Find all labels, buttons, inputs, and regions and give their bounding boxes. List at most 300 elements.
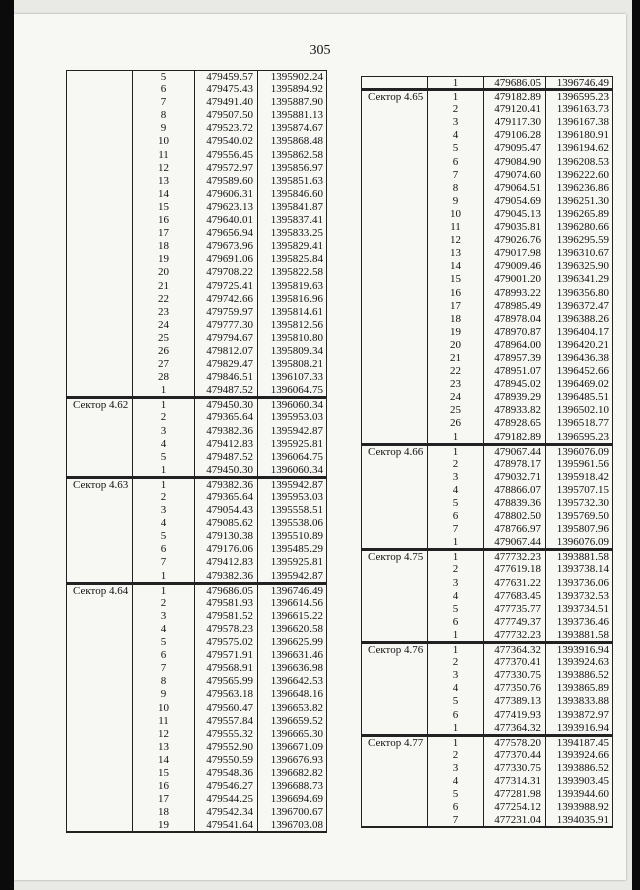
point-number-cell: 16: [132, 214, 194, 227]
point-number-cell: 12: [132, 728, 194, 741]
x-coordinate-cell: 479555.32: [194, 728, 257, 741]
point-number-cell: 1: [132, 478, 194, 491]
table-row: [66, 451, 327, 464]
x-coordinate-cell: 479846.51: [194, 371, 257, 384]
point-number-cell: 20: [132, 266, 194, 279]
y-coordinate-cell: 1393732.53: [545, 590, 613, 603]
table-row: [361, 208, 613, 221]
x-coordinate-cell: 478978.04: [483, 313, 545, 326]
point-number-cell: 4: [132, 517, 194, 530]
y-coordinate-cell: 1396064.75: [257, 384, 327, 397]
y-coordinate-cell: 1395942.87: [257, 478, 327, 491]
x-coordinate-cell: 479742.66: [194, 293, 257, 306]
table-row: [361, 709, 613, 722]
x-coordinate-cell: 479640.01: [194, 214, 257, 227]
table-row: [66, 806, 327, 819]
y-coordinate-cell: 1395841.87: [257, 201, 327, 214]
sector-cell: [361, 76, 427, 89]
y-coordinate-cell: 1396620.58: [257, 623, 327, 636]
x-coordinate-cell: 479074.60: [483, 169, 545, 182]
y-coordinate-cell: 1393881.58: [545, 629, 613, 642]
table-row: [66, 109, 327, 122]
table-row: [66, 767, 327, 780]
y-coordinate-cell: 1395732.30: [545, 497, 613, 510]
point-number-cell: 17: [132, 227, 194, 240]
x-coordinate-cell: 477631.22: [483, 577, 545, 590]
sector-cell: [361, 142, 427, 155]
table-row: [361, 247, 613, 260]
table-row: [66, 398, 327, 411]
sector-cell: [66, 175, 132, 188]
sector-cell: [66, 464, 132, 477]
table-row: [66, 201, 327, 214]
sector-cell: [66, 728, 132, 741]
table-row: [361, 76, 613, 90]
point-number-cell: 7: [132, 556, 194, 569]
sector-cell: [361, 749, 427, 762]
point-number-cell: 4: [132, 438, 194, 451]
table-row: [66, 570, 327, 584]
y-coordinate-cell: 1396636.98: [257, 662, 327, 675]
x-coordinate-cell: 479017.98: [483, 247, 545, 260]
point-number-cell: 12: [132, 162, 194, 175]
y-coordinate-cell: 1396251.30: [545, 195, 613, 208]
point-number-cell: 4: [427, 775, 483, 788]
sector-cell: [66, 570, 132, 583]
sector-cell: [361, 458, 427, 471]
table-row: [66, 266, 327, 279]
table-row: [66, 517, 327, 530]
point-number-cell: 11: [132, 715, 194, 728]
point-number-cell: 6: [132, 83, 194, 96]
point-number-cell: 18: [132, 806, 194, 819]
sector-cell: [66, 201, 132, 214]
y-coordinate-cell: 1393916.94: [545, 722, 613, 735]
point-number-cell: 28: [132, 371, 194, 384]
sector-cell: [361, 234, 427, 247]
x-coordinate-cell: 477370.41: [483, 656, 545, 669]
x-coordinate-cell: 477419.93: [483, 709, 545, 722]
x-coordinate-cell: 479560.47: [194, 702, 257, 715]
x-coordinate-cell: 479812.07: [194, 345, 257, 358]
table-row: [66, 702, 327, 715]
x-coordinate-cell: 479032.71: [483, 471, 545, 484]
table-row: [66, 319, 327, 332]
table-row: [361, 590, 613, 603]
x-coordinate-cell: 478985.49: [483, 300, 545, 313]
table-row: [361, 550, 613, 563]
point-number-cell: 11: [132, 149, 194, 162]
x-coordinate-cell: 479382.36: [194, 570, 257, 583]
sector-cell: [66, 188, 132, 201]
table-row: [66, 425, 327, 438]
table-row: [361, 431, 613, 445]
x-coordinate-cell: 479365.64: [194, 491, 257, 504]
table-row: [66, 819, 327, 833]
sector-cell: [361, 208, 427, 221]
x-coordinate-cell: 479550.59: [194, 754, 257, 767]
sector-cell: [66, 345, 132, 358]
y-coordinate-cell: 1396060.34: [257, 464, 327, 477]
point-number-cell: 13: [132, 175, 194, 188]
sector-cell: Сектор 4.63: [66, 478, 132, 491]
point-number-cell: 2: [427, 656, 483, 669]
x-coordinate-cell: 478957.39: [483, 352, 545, 365]
y-coordinate-cell: 1396310.67: [545, 247, 613, 260]
point-number-cell: 1: [427, 643, 483, 656]
table-row: [66, 478, 327, 491]
point-number-cell: 13: [427, 247, 483, 260]
table-row: [361, 273, 613, 286]
point-number-cell: 7: [427, 523, 483, 536]
y-coordinate-cell: 1395851.63: [257, 175, 327, 188]
table-row: [361, 404, 613, 417]
sector-cell: [66, 504, 132, 517]
table-row: [66, 293, 327, 306]
sector-cell: [361, 116, 427, 129]
table-row: [66, 175, 327, 188]
y-coordinate-cell: 1393736.06: [545, 577, 613, 590]
sector-cell: [361, 801, 427, 814]
x-coordinate-cell: 479606.31: [194, 188, 257, 201]
sector-cell: [66, 610, 132, 623]
sector-cell: [66, 371, 132, 384]
sector-cell: [66, 754, 132, 767]
table-row: [66, 543, 327, 556]
y-coordinate-cell: 1396295.59: [545, 234, 613, 247]
y-coordinate-cell: 1395881.13: [257, 109, 327, 122]
y-coordinate-cell: 1395807.96: [545, 523, 613, 536]
table-row: [361, 695, 613, 708]
sector-cell: [66, 70, 132, 83]
point-number-cell: 1: [132, 384, 194, 397]
x-coordinate-cell: 477732.23: [483, 550, 545, 563]
x-coordinate-cell: 479026.76: [483, 234, 545, 247]
point-number-cell: 19: [132, 819, 194, 832]
y-coordinate-cell: 1393903.45: [545, 775, 613, 788]
x-coordinate-cell: 479725.41: [194, 280, 257, 293]
x-coordinate-cell: 477749.37: [483, 616, 545, 629]
sector-cell: [361, 431, 427, 444]
table-row: [66, 491, 327, 504]
point-number-cell: 3: [132, 610, 194, 623]
x-coordinate-cell: 479691.06: [194, 253, 257, 266]
sector-cell: [66, 438, 132, 451]
sector-cell: [66, 109, 132, 122]
x-coordinate-cell: 478866.07: [483, 484, 545, 497]
sector-cell: [361, 814, 427, 827]
y-coordinate-cell: 1395942.87: [257, 425, 327, 438]
x-coordinate-cell: 479673.96: [194, 240, 257, 253]
x-coordinate-cell: 479084.90: [483, 156, 545, 169]
table-row: [361, 497, 613, 510]
sector-cell: Сектор 4.62: [66, 398, 132, 411]
y-coordinate-cell: 1395856.97: [257, 162, 327, 175]
sector-cell: Сектор 4.77: [361, 736, 427, 749]
table-row: [361, 484, 613, 497]
sector-cell: [66, 702, 132, 715]
sector-cell: [66, 556, 132, 569]
x-coordinate-cell: 477314.31: [483, 775, 545, 788]
sector-cell: [66, 319, 132, 332]
table-row: [66, 584, 327, 597]
point-number-cell: 21: [427, 352, 483, 365]
y-coordinate-cell: 1396615.22: [257, 610, 327, 623]
table-row: [361, 563, 613, 576]
point-number-cell: 7: [427, 169, 483, 182]
x-coordinate-cell: 479412.83: [194, 438, 257, 451]
table-row: [361, 629, 613, 643]
y-coordinate-cell: 1395868.48: [257, 135, 327, 148]
y-coordinate-cell: 1395918.42: [545, 471, 613, 484]
table-row: [66, 280, 327, 293]
table-row: [66, 597, 327, 610]
y-coordinate-cell: 1395809.34: [257, 345, 327, 358]
table-row: [66, 345, 327, 358]
sector-cell: [361, 103, 427, 116]
point-number-cell: 18: [132, 240, 194, 253]
table-row: [361, 352, 613, 365]
x-coordinate-cell: 479067.44: [483, 445, 545, 458]
x-coordinate-cell: 479708.22: [194, 266, 257, 279]
point-number-cell: 16: [132, 780, 194, 793]
sector-cell: [66, 675, 132, 688]
point-number-cell: 6: [427, 510, 483, 523]
y-coordinate-cell: 1393916.94: [545, 643, 613, 656]
sector-cell: Сектор 4.76: [361, 643, 427, 656]
point-number-cell: 8: [132, 675, 194, 688]
y-coordinate-cell: 1396688.73: [257, 780, 327, 793]
y-coordinate-cell: 1395822.58: [257, 266, 327, 279]
y-coordinate-cell: 1395558.51: [257, 504, 327, 517]
sector-cell: [361, 287, 427, 300]
sector-cell: [66, 636, 132, 649]
point-number-cell: 9: [132, 688, 194, 701]
x-coordinate-cell: 479412.83: [194, 556, 257, 569]
table-row: [361, 775, 613, 788]
y-coordinate-cell: 1396452.66: [545, 365, 613, 378]
x-coordinate-cell: 479571.91: [194, 649, 257, 662]
x-coordinate-cell: 478939.29: [483, 391, 545, 404]
table-row: [66, 70, 327, 83]
x-coordinate-cell: 477330.75: [483, 762, 545, 775]
point-number-cell: 6: [427, 156, 483, 169]
sector-cell: [361, 339, 427, 352]
x-coordinate-cell: 477364.32: [483, 722, 545, 735]
point-number-cell: 2: [427, 563, 483, 576]
point-number-cell: 1: [427, 536, 483, 549]
sector-cell: [361, 497, 427, 510]
sector-cell: [361, 629, 427, 642]
point-number-cell: 25: [132, 332, 194, 345]
sector-cell: [66, 135, 132, 148]
y-coordinate-cell: 1395833.25: [257, 227, 327, 240]
x-coordinate-cell: 479523.72: [194, 122, 257, 135]
y-coordinate-cell: 1396746.49: [545, 76, 613, 89]
x-coordinate-cell: 479475.43: [194, 83, 257, 96]
sector-cell: [361, 378, 427, 391]
y-coordinate-cell: 1393944.60: [545, 788, 613, 801]
coordinates-table-left: [66, 70, 327, 833]
sector-cell: [66, 384, 132, 397]
point-number-cell: 1: [427, 629, 483, 642]
sector-cell: [361, 682, 427, 695]
point-number-cell: 1: [427, 550, 483, 563]
y-coordinate-cell: 1395829.41: [257, 240, 327, 253]
y-coordinate-cell: 1396167.38: [545, 116, 613, 129]
sector-cell: [361, 129, 427, 142]
x-coordinate-cell: 479581.52: [194, 610, 257, 623]
y-coordinate-cell: 1395953.03: [257, 491, 327, 504]
table-row: [66, 688, 327, 701]
x-coordinate-cell: 478978.17: [483, 458, 545, 471]
point-number-cell: 6: [427, 709, 483, 722]
sector-cell: [66, 649, 132, 662]
y-coordinate-cell: 1393881.58: [545, 550, 613, 563]
point-number-cell: 5: [427, 497, 483, 510]
x-coordinate-cell: 479572.97: [194, 162, 257, 175]
x-coordinate-cell: 479365.64: [194, 411, 257, 424]
x-coordinate-cell: 479686.05: [483, 76, 545, 89]
table-row: [66, 623, 327, 636]
table-row: [361, 749, 613, 762]
point-number-cell: 12: [427, 234, 483, 247]
table-row: [361, 260, 613, 273]
table-row: [361, 603, 613, 616]
sector-cell: [361, 722, 427, 735]
x-coordinate-cell: 478964.00: [483, 339, 545, 352]
x-coordinate-cell: 478933.82: [483, 404, 545, 417]
table-row: [361, 182, 613, 195]
sector-cell: [66, 149, 132, 162]
table-row: [66, 306, 327, 319]
x-coordinate-cell: 477735.77: [483, 603, 545, 616]
table-row: [361, 458, 613, 471]
y-coordinate-cell: 1396236.86: [545, 182, 613, 195]
table-row: [361, 616, 613, 629]
sector-cell: [361, 775, 427, 788]
sector-cell: [361, 247, 427, 260]
point-number-cell: 15: [427, 273, 483, 286]
x-coordinate-cell: 479182.89: [483, 431, 545, 444]
x-coordinate-cell: 479064.51: [483, 182, 545, 195]
sector-cell: [361, 273, 427, 286]
x-coordinate-cell: 479759.97: [194, 306, 257, 319]
y-coordinate-cell: 1393865.89: [545, 682, 613, 695]
y-coordinate-cell: 1395538.06: [257, 517, 327, 530]
sector-cell: [66, 162, 132, 175]
y-coordinate-cell: 1393736.46: [545, 616, 613, 629]
x-coordinate-cell: 479054.43: [194, 504, 257, 517]
sector-cell: [66, 96, 132, 109]
sector-cell: [361, 523, 427, 536]
y-coordinate-cell: 1396388.26: [545, 313, 613, 326]
x-coordinate-cell: 478766.97: [483, 523, 545, 536]
sector-cell: [66, 806, 132, 819]
sector-cell: [66, 451, 132, 464]
point-number-cell: 2: [427, 749, 483, 762]
table-row: [361, 814, 613, 828]
table-row: [361, 116, 613, 129]
table-row: [66, 214, 327, 227]
x-coordinate-cell: 479382.36: [194, 478, 257, 491]
point-number-cell: 5: [427, 142, 483, 155]
table-row: [66, 675, 327, 688]
table-row: [66, 162, 327, 175]
sector-cell: [361, 536, 427, 549]
point-number-cell: 4: [427, 129, 483, 142]
coordinates-table-right: [361, 76, 613, 828]
sector-cell: [361, 577, 427, 590]
y-coordinate-cell: 1395810.80: [257, 332, 327, 345]
point-number-cell: 5: [427, 695, 483, 708]
y-coordinate-cell: 1396671.09: [257, 741, 327, 754]
table-row: [66, 411, 327, 424]
sector-cell: [66, 530, 132, 543]
x-coordinate-cell: 479542.34: [194, 806, 257, 819]
sector-cell: [361, 709, 427, 722]
x-coordinate-cell: 477281.98: [483, 788, 545, 801]
point-number-cell: 5: [132, 70, 194, 83]
sector-cell: [361, 762, 427, 775]
point-number-cell: 18: [427, 313, 483, 326]
table-row: [66, 504, 327, 517]
y-coordinate-cell: 1396420.21: [545, 339, 613, 352]
sector-cell: [361, 616, 427, 629]
x-coordinate-cell: 479623.13: [194, 201, 257, 214]
point-number-cell: 3: [427, 577, 483, 590]
table-row: [66, 438, 327, 451]
sector-cell: [66, 491, 132, 504]
sector-cell: [66, 597, 132, 610]
y-coordinate-cell: 1396665.30: [257, 728, 327, 741]
x-coordinate-cell: 478970.87: [483, 326, 545, 339]
point-number-cell: 2: [427, 458, 483, 471]
table-row: [66, 556, 327, 569]
y-coordinate-cell: 1395925.81: [257, 556, 327, 569]
x-coordinate-cell: 477389.13: [483, 695, 545, 708]
y-coordinate-cell: 1396064.75: [257, 451, 327, 464]
table-row: [361, 195, 613, 208]
sector-cell: [66, 293, 132, 306]
point-number-cell: 10: [132, 135, 194, 148]
y-coordinate-cell: 1396694.69: [257, 793, 327, 806]
sector-cell: [361, 788, 427, 801]
y-coordinate-cell: 1395837.41: [257, 214, 327, 227]
x-coordinate-cell: 478945.02: [483, 378, 545, 391]
table-row: [66, 530, 327, 543]
table-row: [361, 287, 613, 300]
point-number-cell: 8: [132, 109, 194, 122]
sector-cell: [66, 793, 132, 806]
sector-cell: [66, 517, 132, 530]
sector-cell: [66, 819, 132, 832]
sector-cell: [361, 484, 427, 497]
y-coordinate-cell: 1395812.56: [257, 319, 327, 332]
y-coordinate-cell: 1396518.77: [545, 417, 613, 430]
table-row: [361, 577, 613, 590]
sector-cell: [66, 358, 132, 371]
point-number-cell: 21: [132, 280, 194, 293]
sector-cell: [66, 214, 132, 227]
table-row: [66, 358, 327, 371]
x-coordinate-cell: 478951.07: [483, 365, 545, 378]
x-coordinate-cell: 479085.62: [194, 517, 257, 530]
y-coordinate-cell: 1395862.58: [257, 149, 327, 162]
x-coordinate-cell: 479459.57: [194, 70, 257, 83]
table-row: [66, 754, 327, 767]
sector-cell: [66, 425, 132, 438]
